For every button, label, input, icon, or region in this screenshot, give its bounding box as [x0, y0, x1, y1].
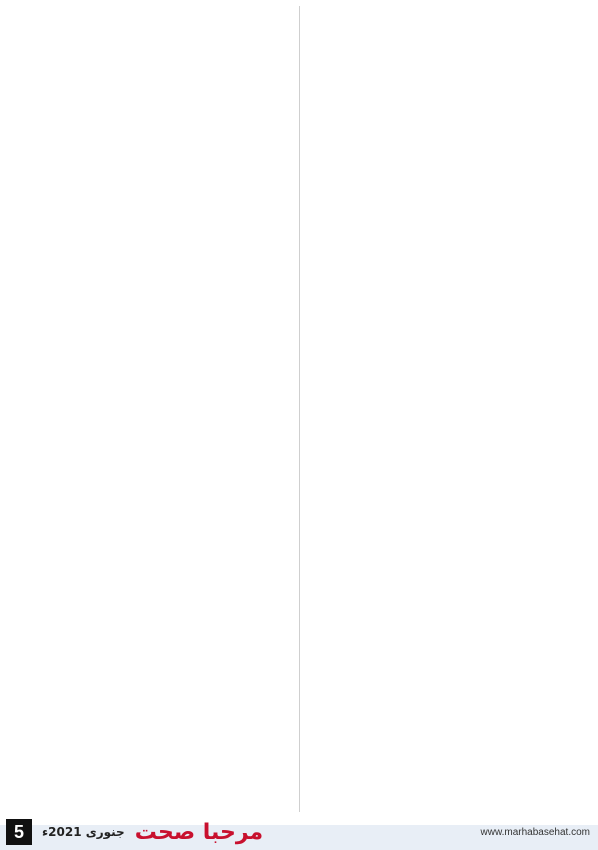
text-line — [308, 254, 591, 274]
text-line — [308, 643, 591, 663]
text-line — [8, 771, 291, 791]
text-line — [8, 337, 291, 357]
text-line — [308, 47, 591, 67]
paragraph — [8, 193, 291, 315]
text-line — [308, 398, 591, 418]
text-line — [8, 564, 291, 584]
paragraph — [308, 89, 591, 211]
paragraph — [308, 357, 591, 560]
text-line — [308, 603, 591, 623]
magazine-masthead: مرحبا صحت — [134, 819, 264, 845]
text-line — [308, 6, 591, 26]
text-line — [8, 521, 291, 541]
text-line — [308, 294, 591, 314]
paragraph — [308, 562, 591, 704]
paragraph — [308, 769, 591, 812]
text-line — [8, 26, 291, 46]
text-line — [8, 316, 291, 336]
paragraph — [8, 420, 291, 562]
text-line — [308, 89, 591, 109]
text-line — [308, 191, 591, 211]
paragraph — [8, 771, 291, 791]
text-line — [308, 314, 591, 334]
column-divider — [299, 6, 300, 812]
text-line — [308, 67, 591, 87]
text-line — [8, 213, 291, 233]
text-line — [8, 233, 291, 253]
text-line — [308, 26, 591, 46]
text-line — [8, 47, 291, 67]
text-line — [8, 398, 291, 418]
text-line — [8, 728, 291, 748]
text-line — [8, 6, 291, 26]
text-line — [308, 623, 591, 643]
text-line — [8, 688, 291, 708]
text-line — [8, 254, 291, 274]
text-line — [308, 233, 591, 253]
text-line — [308, 109, 591, 129]
text-line — [8, 440, 291, 460]
text-line — [308, 150, 591, 170]
issue-date: جنوری 2021ء — [42, 825, 125, 839]
text-line — [308, 726, 591, 746]
text-line — [308, 274, 591, 294]
text-line — [308, 706, 591, 726]
paragraph — [308, 213, 591, 355]
paragraph — [8, 6, 291, 107]
text-line — [8, 294, 291, 314]
text-line — [308, 562, 591, 582]
text-line — [8, 501, 291, 521]
text-line — [308, 377, 591, 397]
page-footer — [0, 814, 598, 850]
text-line — [8, 130, 291, 150]
text-line — [308, 335, 591, 355]
text-line — [8, 193, 291, 213]
text-line — [8, 67, 291, 87]
paragraph — [8, 564, 291, 686]
text-line — [8, 645, 291, 665]
paragraph — [8, 688, 291, 769]
body-columns — [8, 6, 590, 812]
text-line — [308, 213, 591, 233]
text-line — [308, 479, 591, 499]
text-line — [8, 584, 291, 604]
text-line — [308, 418, 591, 438]
text-line — [8, 666, 291, 686]
text-line — [308, 438, 591, 458]
text-line — [8, 461, 291, 481]
column-right — [308, 6, 591, 812]
website-link[interactable]: www.marhabasehat.com — [480, 826, 590, 838]
text-line — [308, 769, 591, 789]
text-line — [308, 519, 591, 539]
paragraph — [308, 706, 591, 767]
text-line — [308, 357, 591, 377]
text-line — [8, 708, 291, 728]
paragraph — [8, 316, 291, 417]
text-line — [8, 170, 291, 190]
text-line — [308, 810, 591, 812]
text-line — [308, 499, 591, 519]
page-number: 5 — [6, 819, 32, 845]
text-line — [8, 150, 291, 170]
text-line — [8, 109, 291, 129]
text-line — [308, 130, 591, 150]
text-line — [8, 481, 291, 501]
text-line — [308, 747, 591, 767]
text-line — [308, 540, 591, 560]
paragraph — [8, 109, 291, 190]
text-line — [8, 605, 291, 625]
text-line — [8, 87, 291, 107]
text-line — [308, 582, 591, 602]
paragraph — [308, 6, 591, 87]
text-line — [8, 377, 291, 397]
text-line — [8, 542, 291, 562]
text-line — [8, 274, 291, 294]
text-line — [308, 459, 591, 479]
text-line — [8, 357, 291, 377]
text-line — [308, 789, 591, 809]
text-line — [8, 420, 291, 440]
text-line — [308, 684, 591, 704]
text-line — [8, 625, 291, 645]
text-line — [8, 749, 291, 769]
text-line — [308, 664, 591, 684]
column-left — [8, 6, 291, 812]
text-line — [308, 170, 591, 190]
